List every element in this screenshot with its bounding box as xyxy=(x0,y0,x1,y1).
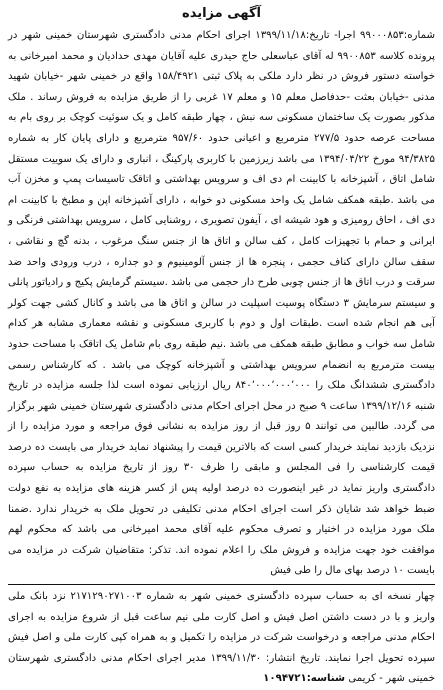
section-divider xyxy=(8,584,435,585)
notice-footer xyxy=(8,587,435,690)
notice-body: شماره:۹۹۰۰۰۸۵۳ اجرا- تاریخ:۱۳۹۹/۱۱/۱۸ اجرای احکام مدنی دادگستری شهرستان خمینی شهر در پرونده کلاسه ۹۹۰۰۸۵۳ له آقای عباسعلی حاج حیدری علیه آقایان مهدی حدادیان و محمد امیرخانی به خواسته دستور فروش در نظر دارد ملکی به پلاک ثبتی ۱۵۸/۴۹۲۱ واقع در خمینی شهر -خیابان شهید مدنی -خیابان بعثت -حدفاصل معلم ۱۵ و معلم ۱۷ غربی را از طریق مزایده به فروش رساند . ملک مذکور بصورت یک ساختمان مسکونی سه نبش ، چهار طبقه کامل و یک سوئیت کوچک بر روی بام به مساحت عرصه حدود ۲۷۷/۵ مترمربع و اعیانی حدود ۹۵۷/۶۰ مترمربع و دارای پایان کار به شماره ۹۴/۳۸۲۵ مورخ ۱۳۹۴/۰۴/۲۲ می باشد زیرزمین با کاربری پارکینگ ، انباری و دارای یک سوییت مستقل شامل اتاق ، آشپزخانه با کابینت ام دی اف و سرویس بهداشتی و اتاقک تاسیسات پمپ و مخزن آب می باشد .طبقه همکف شامل یک واحد مسکونی دو خوابه ، دارای آشپزخانه اپن و مطبخ با کابینت ام دی اف ، احاق رومیزی و هود شیشه ای ، آیفون تصویری ، روشنایی کامل ، سرویس بهداشتی فرنگی و ایرانی و حمام با تجهیزات کامل ، کف سالن و اتاق ها از جنس سنگ مرغوب ، بدنه گچ و نقاشی ، سقف سالن دارای کناف حجمی ، پنجره ها از جنس آلومینیوم و دو جداره ، درب ورودی واحد ضد سرقت و درب اتاق ها از جنس چوبی طرح دار حجمی می باشد .سیستم گرمایش پکیج و رادیاتور پانلی و سیستم سرمایش ۳ دستگاه پوسیت اسپلیت در سالن و اتاق ها می باشد و کانال کشی جهت کولر آبی هم انجام شده است .طبقات اول و دوم با کاربری مسکونی و نقشه معماری مشابه هر کدام شامل سه خواب و مطابق طبقه همکف می باشد .نیم طبقه روی بام شامل یک اتاقک با مساحت حدود بیست مترمربع به انضمام سرویس بهداشتی و آشپزخانه کوچک می باشد . که کارشناس رسمی دادگستری ششدانگ ملک را ۸۴۰٬۰۰۰٬۰۰۰٬۰۰۰ ریال ارزیابی نموده است لذا جلسه مزایده در تاریخ شنبه ۱۳۹۹/۱۲/۱۶ ساعت ۹ صبح در محل اجرای احکام مدنی دادگستری شهرستان خمینی شهر برگزار می گردد. طالبین می توانند ۵ روز قبل از روز مزایده به نشانی فوق مراجعه و مورد مزایده را از نزدیک بازدید نمایند خریدار کسی است که بالاترین قیمت را پیشنهاد نماید خریدار می بایست ده درصد قیمت کارشناسی را فی المجلس و مابقی را ظرف ۳۰ روز از تاریخ مزایده به حساب سپرده دادگستری واریز نماید در غیر اینصورت ده درصد اولیه پس از کسر هزینه های مزایده به نفع دولت ضبط خواهد شد شایان ذکر است اجرای احکام مدنی تکلیفی در تحویل ملک به خریدار ندارد .ضمنا ملک مورد مزایده در اختیار و تصرف محکوم علیه آقای محمد امیرخانی می باشد که محکوم لهم موافقت خود جهت مزایده و فروش ملک را اعلام نموده اند. تذکر: متقاضیان شرکت در مزایده می بایست ۱۰ درصد بهای مال را طی فیش xyxy=(8,30,436,577)
footer-text: چهار نسخه ای به حساب سپرده دادگستری خمینی شهر به شماره ۲۱۷۱۲۹۰۲۷۱۰۰۳ نزد بانک ملی واریز و با در دست داشتن اصل فیش و اصل کارت ملی نیم ساعت قبل از شروع مزایده به اجرای احکام مدنی مراجعه و درخواست شرکت در مزایده را تکمیل و به همراه کپی کارت ملی و اصل فیش سپرده تحویل اجرا نمایند. تاریخ انتشار: ۱۳۹۹/۱۱/۳۰ مدیر اجرای احکام مدنی دادگستری شهرستان خمینی شهر - کریمی xyxy=(8,591,435,685)
ident-label: شناسه: xyxy=(306,673,345,685)
ident-number: ۱۰۹۴۷۲۱ xyxy=(263,673,307,685)
notice-title: آگهی مزایده xyxy=(182,6,261,21)
